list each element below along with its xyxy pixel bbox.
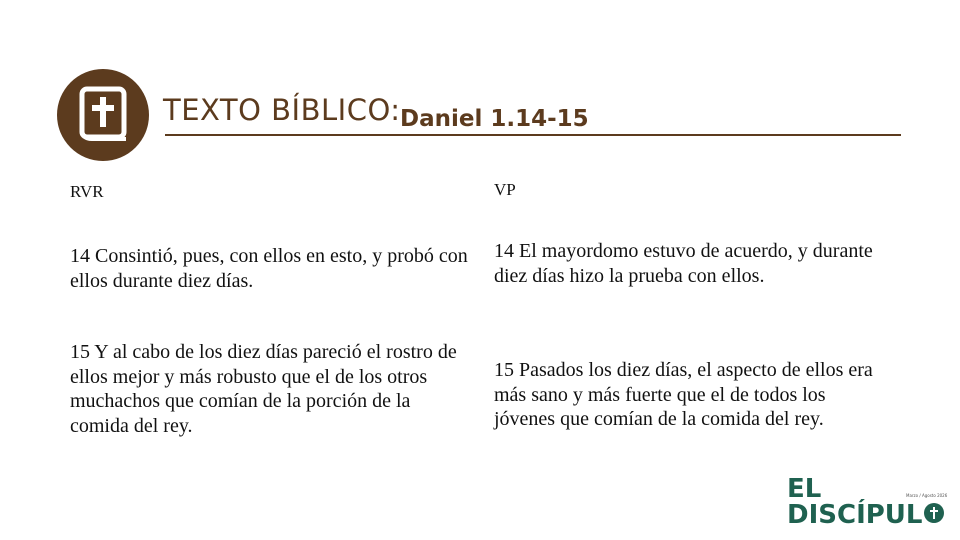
header-divider — [165, 134, 901, 136]
logo-line2: DISCÍPUL — [787, 500, 923, 530]
logo-line1: EL — [787, 474, 822, 504]
verse-right-15: 15 Pasados los diez días, el aspecto de ellos era más sano y más fuerte que el de todos los jóvenes que comían de la comida del rey. — [494, 359, 873, 430]
version-label-left: RVR — [70, 182, 104, 201]
verse-right-14: 14 El mayordomo estuvo de acuerdo, y durante diez días hizo la prueba con ellos. — [494, 240, 873, 287]
verse-left-15: 15 Y al cabo de los diez días pareció el rostro de ellos mejor y más robusto que el de los otros muchachos que comían de la porción de la comida del rey. — [70, 341, 457, 437]
header-title: TEXTO BÍBLICO: — [163, 93, 401, 127]
version-label-right: VP — [494, 180, 516, 199]
scripture-reference: Daniel 1.14-15 — [400, 106, 589, 132]
verse-left-14: 14 Consintió, pues, con ellos en esto, y probó con ellos durante diez días. — [70, 245, 468, 292]
bible-icon — [57, 69, 149, 161]
logo-tagline: Marzo / Agosto 2026 — [906, 493, 948, 498]
globe-cross-icon — [924, 503, 944, 523]
